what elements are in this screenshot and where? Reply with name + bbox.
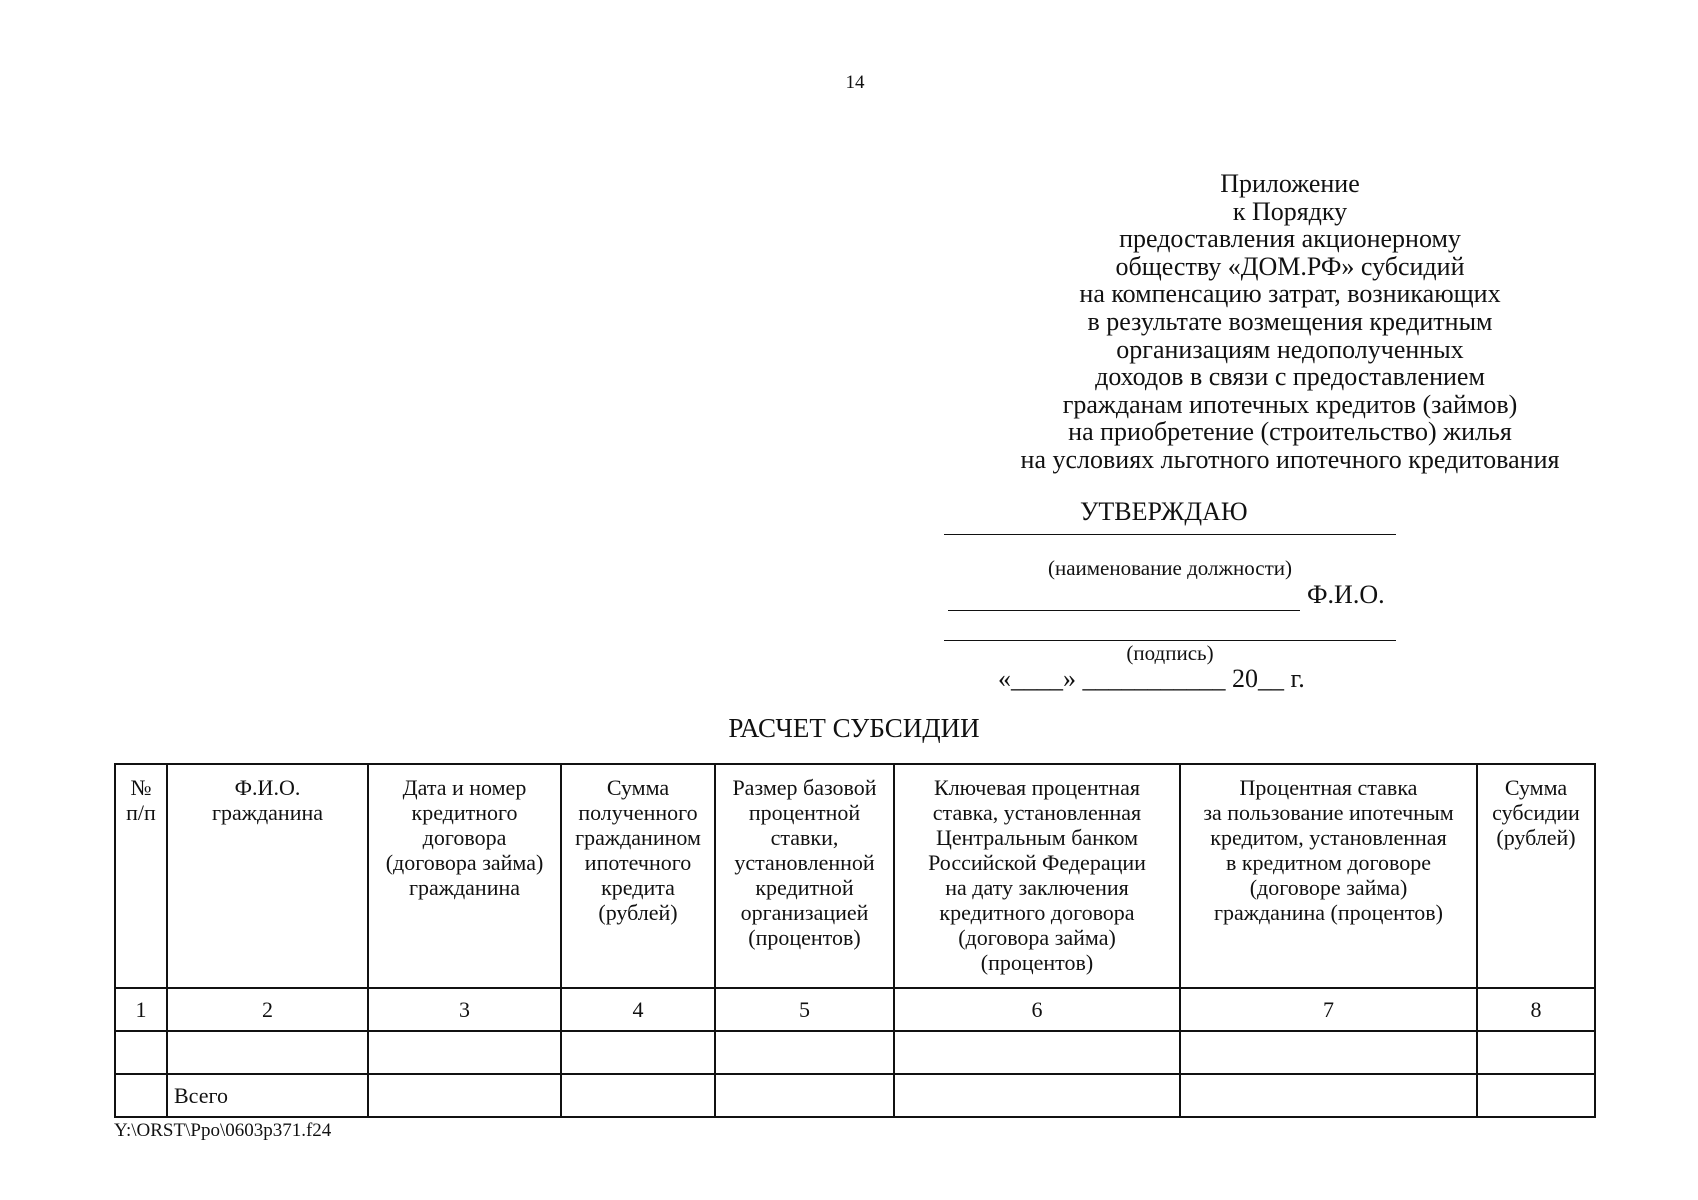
header-line: Центральным банком [935, 825, 1139, 850]
header-cell [1477, 764, 1595, 988]
fio-label: Ф.И.О. [1307, 580, 1385, 609]
table-row [115, 1031, 1595, 1074]
header-line: гражданином [575, 825, 701, 850]
table-cell [561, 1031, 715, 1074]
table-cell [1180, 1031, 1477, 1074]
header-line: ипотечного [584, 850, 692, 875]
header-cell [561, 764, 715, 988]
header-cell [368, 764, 561, 988]
table-cell [894, 1074, 1180, 1117]
header-line: гражданина [211, 800, 324, 825]
total-row [115, 1074, 1595, 1117]
approval-title: УТВЕРЖДАЮ [1080, 497, 1248, 526]
table-cell [1180, 1074, 1477, 1117]
appendix-line: на компенсацию затрат, возникающих [1079, 279, 1501, 309]
table-cell [115, 1031, 167, 1074]
header-line: Ф.И.О. [234, 775, 301, 800]
header-line: договора [422, 825, 507, 850]
table-cell [715, 1074, 894, 1117]
column-number: 4 [561, 988, 715, 1031]
header-cell [894, 764, 1180, 988]
appendix-line: предоставления акционерному [1119, 224, 1461, 254]
header-line: Размер базовой [732, 775, 877, 800]
header-line: (договора займа) [385, 850, 544, 875]
table-cell [561, 1074, 715, 1117]
page-number: 14 [845, 72, 865, 93]
header-line: кредитного [411, 800, 518, 825]
position-signature-line [944, 534, 1396, 535]
column-number: 7 [1180, 988, 1477, 1031]
table-cell [1477, 1074, 1595, 1117]
table-cell [167, 1031, 368, 1074]
header-cell [1180, 764, 1477, 988]
column-number: 5 [715, 988, 894, 1031]
table-cell [115, 1074, 167, 1117]
appendix-line: доходов в связи с предоставлением [1095, 362, 1485, 392]
header-line: кредита [601, 875, 675, 900]
table-cell [1477, 1031, 1595, 1074]
table-header-row [115, 764, 1595, 988]
header-line: (договора займа) [958, 925, 1116, 950]
table-cell [368, 1074, 561, 1117]
header-line: Сумма [606, 775, 670, 800]
header-line: полученного [578, 800, 698, 825]
total-label: Всего [167, 1074, 368, 1117]
fio-signature-line [948, 610, 1300, 611]
appendix-line: организациям недополученных [1116, 334, 1464, 364]
header-cell [715, 764, 894, 988]
header-line: в кредитном договоре [1225, 850, 1432, 875]
calculation-title: РАСЧЕТ СУБСИДИИ [728, 713, 980, 743]
header-line: Процентная ставка [1239, 775, 1418, 800]
column-number: 1 [115, 988, 167, 1031]
header-line: субсидии [1492, 800, 1580, 825]
table-cell [715, 1031, 894, 1074]
appendix-line: гражданам ипотечных кредитов (займов) [1062, 389, 1518, 419]
subsidy-table [114, 763, 1596, 1118]
column-number: 6 [894, 988, 1180, 1031]
appendix-line: к Порядку [1232, 196, 1348, 226]
header-line: (процентов) [980, 950, 1094, 975]
header-line: кредитного договора [939, 900, 1135, 925]
header-line: кредитом, установленная [1210, 825, 1447, 850]
header-line: (процентов) [748, 925, 861, 950]
header-line: гражданина (процентов) [1214, 900, 1443, 925]
header-line: Дата и номер [402, 775, 527, 800]
header-line: ставка, установленная [932, 800, 1142, 825]
appendix-line: в результате возмещения кредитным [1087, 306, 1493, 336]
appendix-line: Приложение [1220, 169, 1360, 198]
table-cell [894, 1031, 1180, 1074]
column-number: 2 [167, 988, 368, 1031]
header-line: процентной [748, 800, 861, 825]
header-cell [167, 764, 368, 988]
appendix-line: обществу «ДОМ.РФ» субсидий [1115, 251, 1465, 281]
appendix-header [970, 170, 1610, 474]
header-line: ставки, [770, 825, 839, 850]
header-cell [115, 764, 167, 988]
table-cell [368, 1031, 561, 1074]
header-line: установленной [734, 850, 875, 875]
appendix-line: на приобретение (строительство) жилья [1068, 417, 1512, 447]
column-number: 8 [1477, 988, 1595, 1031]
header-line: (договоре займа) [1249, 875, 1408, 900]
header-line: за пользование ипотечным [1203, 800, 1454, 825]
header-line: (рублей) [1496, 825, 1576, 850]
approval-date-line: «____» ___________ 20__ г. [998, 664, 1305, 693]
file-path: Y:\ORST\Ppo\0603p371.f24 [114, 1120, 332, 1141]
appendix-line: на условиях льготного ипотечного кредитования [1020, 444, 1560, 474]
column-number-row [115, 988, 1595, 1031]
header-line: № [130, 775, 152, 800]
header-line: Сумма [1504, 775, 1568, 800]
header-line: на дату заключения [945, 875, 1129, 900]
position-caption: (наименование должности) [1047, 556, 1293, 580]
header-line: гражданина [408, 875, 521, 900]
header-line: Российской Федерации [928, 850, 1146, 875]
header-line: Ключевая процентная [934, 775, 1140, 800]
column-number: 3 [368, 988, 561, 1031]
header-line: п/п [126, 800, 156, 825]
header-line: кредитной [755, 875, 854, 900]
header-line: организацией [740, 900, 869, 925]
header-line: (рублей) [598, 900, 678, 925]
signature-caption: (подпись) [1126, 641, 1214, 665]
